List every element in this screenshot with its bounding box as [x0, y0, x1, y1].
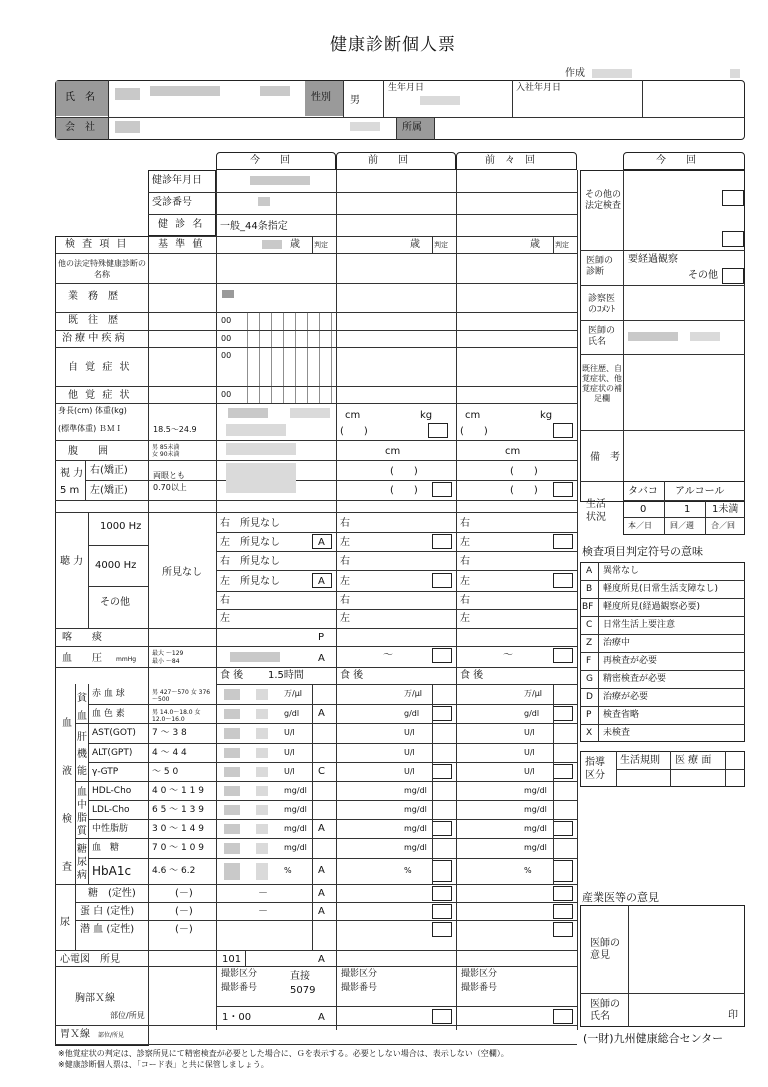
judge-label-3: 判定 — [555, 241, 569, 249]
legend-text: 精密検査が必要 — [603, 674, 667, 684]
judge-label-1: 判定 — [314, 241, 328, 249]
item-header: 検 査 項 目 — [65, 239, 129, 250]
name-label: 氏名 — [65, 92, 105, 103]
tobacco-val: 0 — [640, 504, 647, 515]
blood-unit: mg/dl — [524, 824, 547, 833]
hp-l2: 左 — [340, 576, 350, 587]
legend-title: 検査項目判定符号の意味 — [582, 545, 703, 558]
alcohol-label: アルコール — [675, 486, 725, 497]
company-label: 会社 — [65, 122, 105, 133]
right-col-current: 今 回 — [656, 155, 696, 166]
treating-label: 治 療 中 疾 病 — [62, 333, 125, 344]
exam-date-label: 健診年月日 — [152, 175, 202, 186]
legend-code: C — [586, 620, 593, 630]
legend-text: 異常なし — [603, 566, 640, 576]
blood-judge: A — [318, 708, 325, 719]
alcohol-val: 1 — [684, 504, 691, 515]
h-judge1: A — [318, 537, 325, 548]
hearing-std: 所見なし — [162, 567, 202, 578]
blood-section: 血液検査 — [62, 718, 72, 873]
hearing-label: 聴 力 — [60, 556, 84, 567]
left-corrected-label: 左(矯正) — [90, 485, 128, 496]
vision-std1: 両眼とも — [153, 471, 185, 480]
pp-vision-l: ( ) — [510, 485, 538, 496]
xray-prev-no: 撮影番号 — [341, 983, 378, 993]
blood-unit: mg/dl — [404, 824, 427, 833]
col-previous: 前 回 — [368, 155, 408, 166]
h-l2: 左 — [220, 576, 230, 587]
blood-unit: U/l — [404, 767, 415, 776]
h-l2-val: 所見なし — [240, 576, 280, 587]
guidance-life: 生活規則 — [620, 755, 660, 766]
prev-vision-r: ( ) — [390, 466, 418, 477]
created-label: 作成 — [565, 68, 585, 79]
blood-unit: U/l — [284, 728, 295, 737]
xray-code: 1・00 — [222, 1012, 252, 1023]
legend-text: 治療中 — [603, 638, 631, 648]
pp-cm: cm — [465, 410, 481, 421]
blood-unit: U/l — [524, 728, 535, 737]
urine-item-name: 潜 血 (定性) — [80, 924, 135, 935]
hpp-l1: 左 — [460, 537, 470, 548]
hp-r1: 右 — [340, 518, 350, 529]
blood-unit: mg/dl — [524, 786, 547, 795]
legend-text: 軽度所見(経過観察必要) — [603, 602, 701, 612]
urine-item-value: － — [258, 906, 268, 917]
past-history-label: 既 往 歴 — [68, 315, 118, 326]
legend-text: 軽度所見(日常生活支障なし) — [603, 584, 719, 594]
xray-sub: 部位/所見 — [110, 1011, 145, 1020]
work-history-label: 業 務 歴 — [68, 291, 118, 302]
vision-std2: 0.70以上 — [153, 483, 187, 492]
xray-pp-shoot: 撮影区分 — [461, 969, 498, 979]
age-label-3: 歳 — [530, 239, 540, 250]
exam-name-label: 健 診 名 — [158, 219, 205, 230]
hpp-l2: 左 — [460, 576, 470, 587]
urine-item-value: － — [258, 888, 268, 899]
industrial-seal: 印 — [728, 1010, 738, 1021]
subjective-label: 自 覚 症 状 — [68, 362, 132, 373]
legend-text: 再検査が必要 — [603, 656, 658, 666]
blood-item-std: 男 427～570 女 376～500 — [152, 689, 211, 703]
blood-unit: U/l — [284, 767, 295, 776]
urine-item-name: 糖 (定性) — [88, 888, 136, 899]
tobacco-label: タバコ — [628, 486, 658, 497]
gender-label: 性別 — [311, 92, 331, 103]
height-weight-label: 身長(cm) 体重(kg) — [58, 406, 127, 415]
pp-kg: kg — [540, 410, 553, 421]
urine-judge: A — [318, 906, 325, 917]
doctor-name: 医師の氏名 — [588, 326, 616, 347]
xray-shoot-value: 直接 — [290, 971, 310, 982]
meal-label-1: 食 後 — [220, 670, 244, 681]
industrial-opinion: 医師の意見 — [590, 938, 620, 961]
blood-item-std: 4.6 ～ 6.2 — [152, 866, 196, 876]
join-label: 入社年月日 — [516, 83, 562, 93]
industrial-name: 医師の氏名 — [590, 999, 620, 1022]
stomach-sub: 部位/所見 — [98, 1032, 125, 1039]
reception-no-label: 受診番号 — [152, 197, 192, 208]
doctor-comment: 診察医のｺﾒﾝﾄ — [588, 294, 616, 315]
urine-judge: A — [318, 888, 325, 899]
urine-item-name: 蛋 白 (定性) — [80, 906, 135, 917]
sputum-judge: P — [318, 632, 325, 643]
h-r2: 右 — [220, 556, 230, 567]
legend-code: P — [586, 710, 592, 720]
col-current: 今 回 — [250, 155, 290, 166]
guidance-label: 指導区分 — [585, 757, 605, 781]
legend-text: 検査省略 — [603, 710, 640, 720]
hpp-l3: 左 — [460, 613, 470, 624]
blood-judge: A — [318, 823, 325, 834]
blood-item-std: 7 ～ 3 8 — [152, 728, 187, 738]
code-00-3: 00 — [221, 351, 232, 360]
footer-org: (一財)九州健康総合センター — [583, 1032, 724, 1045]
h-l3: 左 — [220, 613, 230, 624]
blood-item-name: AST(GOT) — [92, 728, 136, 738]
bmi-std: 18.5～24.9 — [153, 425, 197, 434]
xray-no-value: 5079 — [290, 985, 316, 996]
code-00-4: 00 — [221, 390, 232, 399]
hp-l1: 左 — [340, 537, 350, 548]
ecg-label: 心電図 所見 — [60, 954, 120, 965]
blood-item-name: γ-GTP — [92, 767, 119, 777]
age-label-1: 歳 — [290, 239, 300, 250]
hp-l3: 左 — [340, 613, 350, 624]
blood-item-std: ～ 5 0 — [152, 767, 179, 777]
meal-label-2: 食 後 — [340, 670, 364, 681]
other-law-exam: その他の法定検査 — [585, 190, 622, 211]
blood-unit: U/l — [404, 748, 415, 757]
bp-pp-tilde: ～ — [503, 650, 513, 661]
legend-code: Z — [586, 638, 593, 648]
blood-unit: U/l — [284, 748, 295, 757]
hearing-1000: 1000 Hz — [100, 521, 142, 532]
prev-cm: cm — [345, 410, 361, 421]
diag-value: 要経過観察 — [628, 254, 678, 265]
blood-unit: mg/dl — [284, 786, 307, 795]
alcohol-note: 1未満 — [712, 504, 739, 515]
prev-kg: kg — [420, 410, 433, 421]
h-l1-val: 所見なし — [240, 537, 280, 548]
blood-item-name: 赤 血 球 — [92, 689, 125, 699]
bp-judge: A — [318, 653, 325, 664]
legend-code: BF — [582, 602, 594, 612]
vision-5m-label: 5 m — [60, 485, 80, 496]
h-r2-val: 所見なし — [240, 556, 280, 567]
urine-label: 尿 — [60, 917, 70, 928]
blood-unit: g/dl — [524, 709, 540, 718]
xray-no-label: 撮影番号 — [221, 983, 258, 993]
bp-unit: mmHg — [116, 656, 137, 663]
dept-label: 所属 — [402, 122, 422, 133]
blood-item-name: 血 色 素 — [92, 709, 125, 719]
blood-unit: 万/μl — [284, 689, 303, 698]
diag-other: その他 — [688, 270, 718, 281]
blood-item-name: 血 糖 — [92, 843, 120, 853]
bp-std-max: 最大 ～129 — [152, 650, 184, 657]
birth-label: 生年月日 — [388, 83, 425, 93]
right-corrected-label: 右(矯正) — [90, 465, 128, 476]
industrial-title: 産業医等の意見 — [582, 891, 659, 904]
legend-code: A — [586, 566, 593, 576]
blood-item-name: LDL-Cho — [92, 805, 130, 815]
legend-code: G — [586, 674, 593, 684]
code-00-1: 00 — [221, 316, 232, 325]
life-label: 生活状況 — [586, 499, 606, 523]
blood-item-name: ALT(GPT) — [92, 748, 133, 758]
exam-name-value: 一般_44条指定 — [220, 221, 288, 232]
blood-unit: mg/dl — [524, 805, 547, 814]
other-law-label: 他の法定特殊健康診断の名称 — [58, 259, 146, 279]
blood-item-name: HbA1c — [92, 864, 132, 878]
blood-liver: 肝機能 — [77, 732, 87, 777]
urine-item-std: (－) — [175, 906, 193, 917]
blood-judge: A — [318, 865, 325, 876]
legend-text: 未検査 — [603, 728, 631, 738]
meal-time: 1.5時間 — [268, 670, 304, 681]
urine-item-std: (－) — [175, 924, 193, 935]
guidance-medical: 医 療 面 — [675, 755, 712, 766]
code-00-2: 00 — [221, 334, 232, 343]
blood-item-std: 男 14.0～18.0 女 12.0～16.0 — [152, 709, 201, 723]
h-judge2: A — [318, 576, 325, 587]
ecg-value: 101 — [222, 954, 242, 965]
blood-item-std: 4 ～ 4 4 — [152, 748, 187, 758]
legend-code: X — [586, 728, 593, 738]
blood-unit: U/l — [524, 767, 535, 776]
pp-vision-r: ( ) — [510, 466, 538, 477]
blood-unit: U/l — [524, 748, 535, 757]
bp-label: 血 圧 — [62, 653, 102, 664]
blood-diabetes: 糖尿病 — [77, 844, 87, 881]
blood-unit: 万/μl — [404, 689, 423, 698]
std-weight-bmi-label: (標準体重) ＢＭＩ — [58, 424, 123, 433]
bp-std-min: 最小 ～84 — [152, 658, 180, 665]
blood-unit: mg/dl — [284, 843, 307, 852]
blood-unit: 万/μl — [524, 689, 543, 698]
blood-unit: U/l — [404, 728, 415, 737]
stomach-label: 胃Ｘ線 — [60, 1029, 90, 1040]
page-title: 健康診断個人票 — [330, 35, 456, 55]
blood-unit: mg/dl — [284, 805, 307, 814]
history-supplement: 既往歴、自覚症状、他覚症状の補足欄 — [582, 364, 622, 403]
blood-unit: g/dl — [284, 709, 300, 718]
gender-value: 男 — [350, 95, 360, 106]
objective-label: 他 覚 症 状 — [68, 390, 132, 401]
col-before-previous: 前 々 回 — [485, 155, 535, 166]
legend-code: B — [586, 584, 593, 594]
blood-unit: % — [284, 866, 292, 875]
blood-unit: mg/dl — [404, 843, 427, 852]
xray-shoot-label: 撮影区分 — [221, 969, 258, 979]
blood-unit: % — [524, 866, 532, 875]
footer-note2: ※健康診断個人票は、「コード表」と共に保管しましょう。 — [58, 1060, 269, 1069]
sputum-label: 喀 痰 — [62, 632, 102, 643]
urine-item-std: (－) — [175, 888, 193, 899]
prev-paren: ( ) — [340, 426, 368, 437]
legend-text: 治療が必要 — [603, 692, 649, 702]
xray-judge: A — [318, 1012, 325, 1023]
blood-unit: mg/dl — [404, 805, 427, 814]
doctor-diag: 医師の診断 — [586, 256, 614, 277]
blood-item-name: HDL-Cho — [92, 786, 132, 796]
h-l1: 左 — [220, 537, 230, 548]
h-r3: 右 — [220, 595, 230, 606]
age-label-2: 歳 — [410, 239, 420, 250]
standard-header: 基 準 値 — [158, 239, 205, 250]
waist-std-m: 男 85未満 — [152, 444, 180, 451]
pp-waist-cm: cm — [505, 446, 521, 457]
bp-prev-tilde: ～ — [383, 650, 393, 661]
xray-prev-shoot: 撮影区分 — [341, 969, 378, 979]
alcohol-unit2: 合／回 — [711, 521, 735, 530]
hearing-4000: 4000 Hz — [95, 560, 137, 571]
blood-unit: mg/dl — [524, 843, 547, 852]
blood-item-std: 4 0 ～ 1 1 9 — [152, 786, 204, 796]
footer-note1: ※他覚症状の判定は、診察所見にて精密検査が必要とした場合に、Ｇを表示する。必要としない場合は、表示しない（空欄）。 — [58, 1049, 509, 1058]
remarks-label: 備 考 — [590, 452, 620, 463]
judge-label-2: 判定 — [434, 241, 448, 249]
h-r1: 右 — [220, 518, 230, 529]
prev-vision-l: ( ) — [390, 485, 418, 496]
ecg-judge: A — [318, 954, 325, 965]
prev-waist-cm: cm — [385, 446, 401, 457]
legend-text: 日常生活上要注意 — [603, 620, 676, 630]
blood-unit: mg/dl — [404, 786, 427, 795]
hpp-r1: 右 — [460, 518, 470, 529]
hpp-r3: 右 — [460, 595, 470, 606]
blood-unit: % — [404, 866, 412, 875]
pp-paren: ( ) — [460, 426, 488, 437]
blood-item-name: 中性脂肪 — [92, 824, 129, 834]
hearing-other: その他 — [100, 597, 130, 608]
xray-label: 胸部Ｘ線 — [75, 993, 115, 1004]
blood-item-std: 7 0 ～ 1 0 9 — [152, 843, 204, 853]
blood-lipid: 血中脂質 — [77, 787, 87, 837]
blood-unit: mg/dl — [284, 824, 307, 833]
tobacco-unit: 本／日 — [628, 521, 652, 530]
blood-anemia: 貧血 — [77, 693, 87, 722]
meal-label-3: 食 後 — [460, 670, 484, 681]
blood-item-std: 3 0 ～ 1 4 9 — [152, 824, 204, 834]
hp-r2: 右 — [340, 556, 350, 567]
blood-item-std: 6 5 ～ 1 3 9 — [152, 805, 204, 815]
waist-label: 腹 囲 — [68, 446, 108, 457]
blood-unit: g/dl — [404, 709, 420, 718]
xray-pp-no: 撮影番号 — [461, 983, 498, 993]
h-r1-val: 所見なし — [240, 518, 280, 529]
vision-label: 視 力 — [60, 468, 84, 479]
hpp-r2: 右 — [460, 556, 470, 567]
alcohol-unit1: 回／週 — [670, 521, 694, 530]
legend-code: D — [586, 692, 593, 702]
waist-std-f: 女 90未満 — [152, 451, 180, 458]
legend-code: F — [586, 656, 592, 666]
hp-r3: 右 — [340, 595, 350, 606]
blood-judge: C — [318, 766, 325, 777]
